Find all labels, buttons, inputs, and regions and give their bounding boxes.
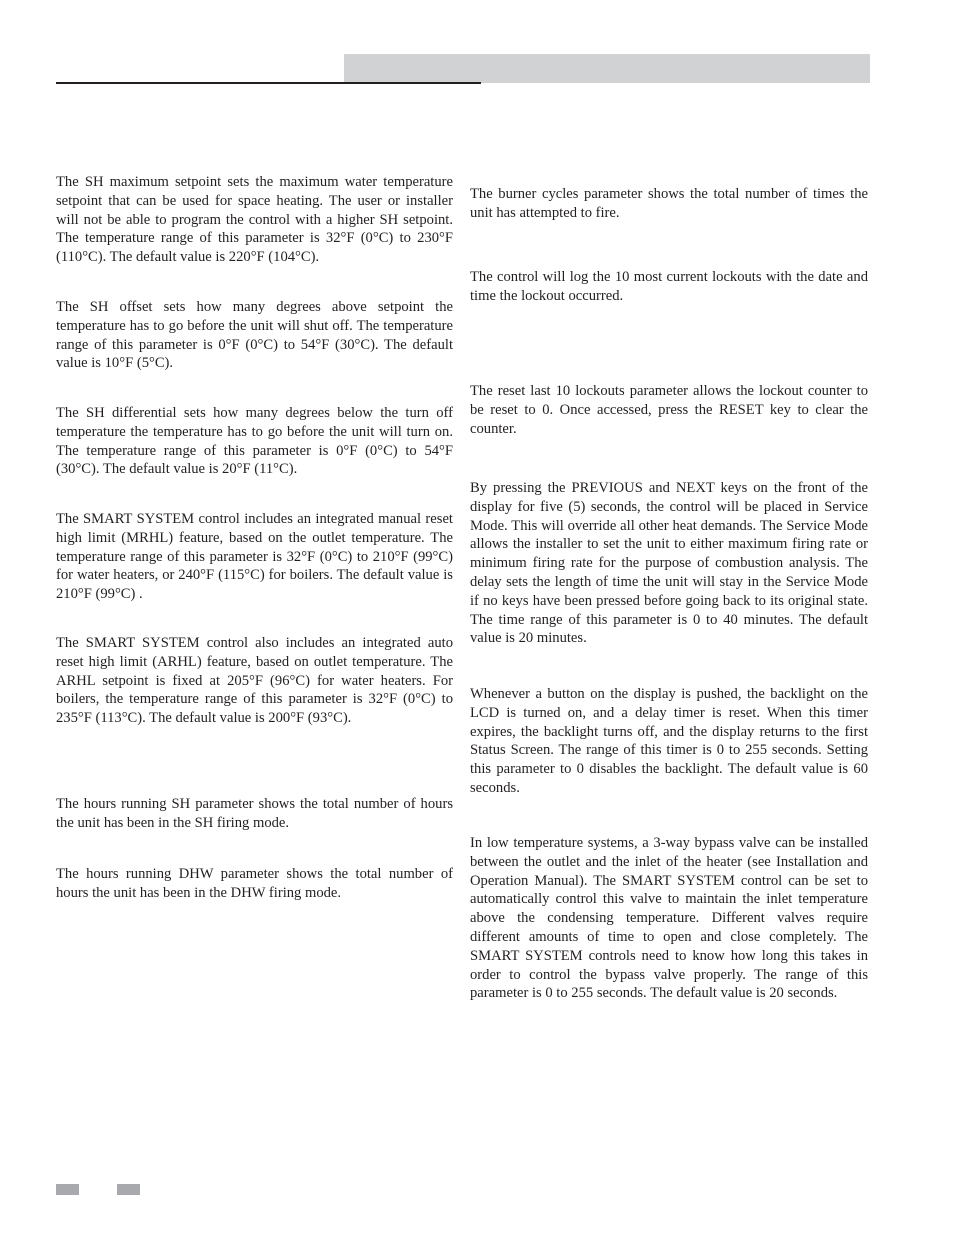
sh-differential-paragraph: The SH differential sets how many degrees below the turn off temperature the temperature has to go before the unit will turn on. The temperature range of this parameter is 0°F (0°C) to 54°F (30°C). The default value is 20°F (11°C). [56, 405, 453, 478]
arhl-paragraph: The SMART SYSTEM control also includes an integrated auto reset high limit (ARHL) feature, based on outlet temperature. The ARHL setpoint is fixed at 205°F (96°C) for water heaters. For boilers, the temperature range of this parameter is 32°F (0°C) to 235°F (113°C). The default value is 200°F (93°C). [56, 635, 453, 727]
header-bar [344, 54, 870, 83]
sh-offset-paragraph: The SH offset sets how many degrees above setpoint the temperature has to go before the unit will shut off. The temperature range of this parameter is 0°F (0°C) to 54°F (30°C). The default value is 10°F (5°C). [56, 299, 453, 372]
footer-marker-left [56, 1184, 79, 1195]
mrhl-paragraph: The SMART SYSTEM control includes an integrated manual reset high limit (MRHL) feature, based on the outlet temperature. The temperature range of this parameter is 32°F (0°C) to 210°F (99°C) for water heaters, or 240°F (115°C) for boilers. The default value is 210°F (99°C) . [56, 511, 453, 603]
hours-running-sh-paragraph: The hours running SH parameter shows the total number of hours the unit has been in the SH firing mode. [56, 796, 453, 831]
service-mode-paragraph: By pressing the PREVIOUS and NEXT keys on the front of the display for five (5) seconds, the control will be placed in Service Mode. This will override all other heat demands. The Service Mode allows the installer to set the unit to either maximum firing rate or minimum firing rate for the purpose of combustion analysis. The delay sets the length of time the unit will stay in the Service Mode if no keys have been pressed before going back to its original state. The time range of this parameter is 0 to 40 minutes. The default value is 20 minutes. [470, 480, 868, 647]
lockout-log-paragraph: The control will log the 10 most current lockouts with the date and time the lockout occurred. [470, 269, 868, 304]
footer-marker-right [117, 1184, 140, 1195]
reset-lockouts-paragraph: The reset last 10 lockouts parameter allows the lockout counter to be reset to 0. Once accessed, press the RESET key to clear the counter. [470, 383, 868, 437]
bypass-valve-paragraph: In low temperature systems, a 3-way bypass valve can be installed between the outlet and the inlet of the heater (see Installation and Operation Manual). The SMART SYSTEM control can be set to automatically control this valve to maintain the inlet temperature above the condensing temperature. Different valves require different amounts of time to open and close completely. The SMART SYSTEM controls need to know how long this takes in order to control the bypass valve properly. The range of this parameter is 0 to 255 seconds. The default value is 20 seconds. [470, 835, 868, 1002]
header-rule [56, 82, 481, 84]
burner-cycles-paragraph: The burner cycles parameter shows the total number of times the unit has attempted to fire. [470, 186, 868, 221]
hours-running-dhw-paragraph: The hours running DHW parameter shows the total number of hours the unit has been in the DHW firing mode. [56, 866, 453, 901]
sh-maximum-setpoint-paragraph: The SH maximum setpoint sets the maximum water temperature setpoint that can be used for space heating. The user or installer will not be able to program the control with a higher SH setpoint. The temperature range of this parameter is 32°F (0°C) to 230°F (110°C). The default value is 220°F (104°C). [56, 174, 453, 266]
backlight-paragraph: Whenever a button on the display is pushed, the backlight on the LCD is turned on, and a delay timer is reset. When this timer expires, the backlight turns off, and the display returns to the first Status Screen. The range of this timer is 0 to 255 seconds. Setting this parameter to 0 disables the backlight. The default value is 60 seconds. [470, 686, 868, 796]
